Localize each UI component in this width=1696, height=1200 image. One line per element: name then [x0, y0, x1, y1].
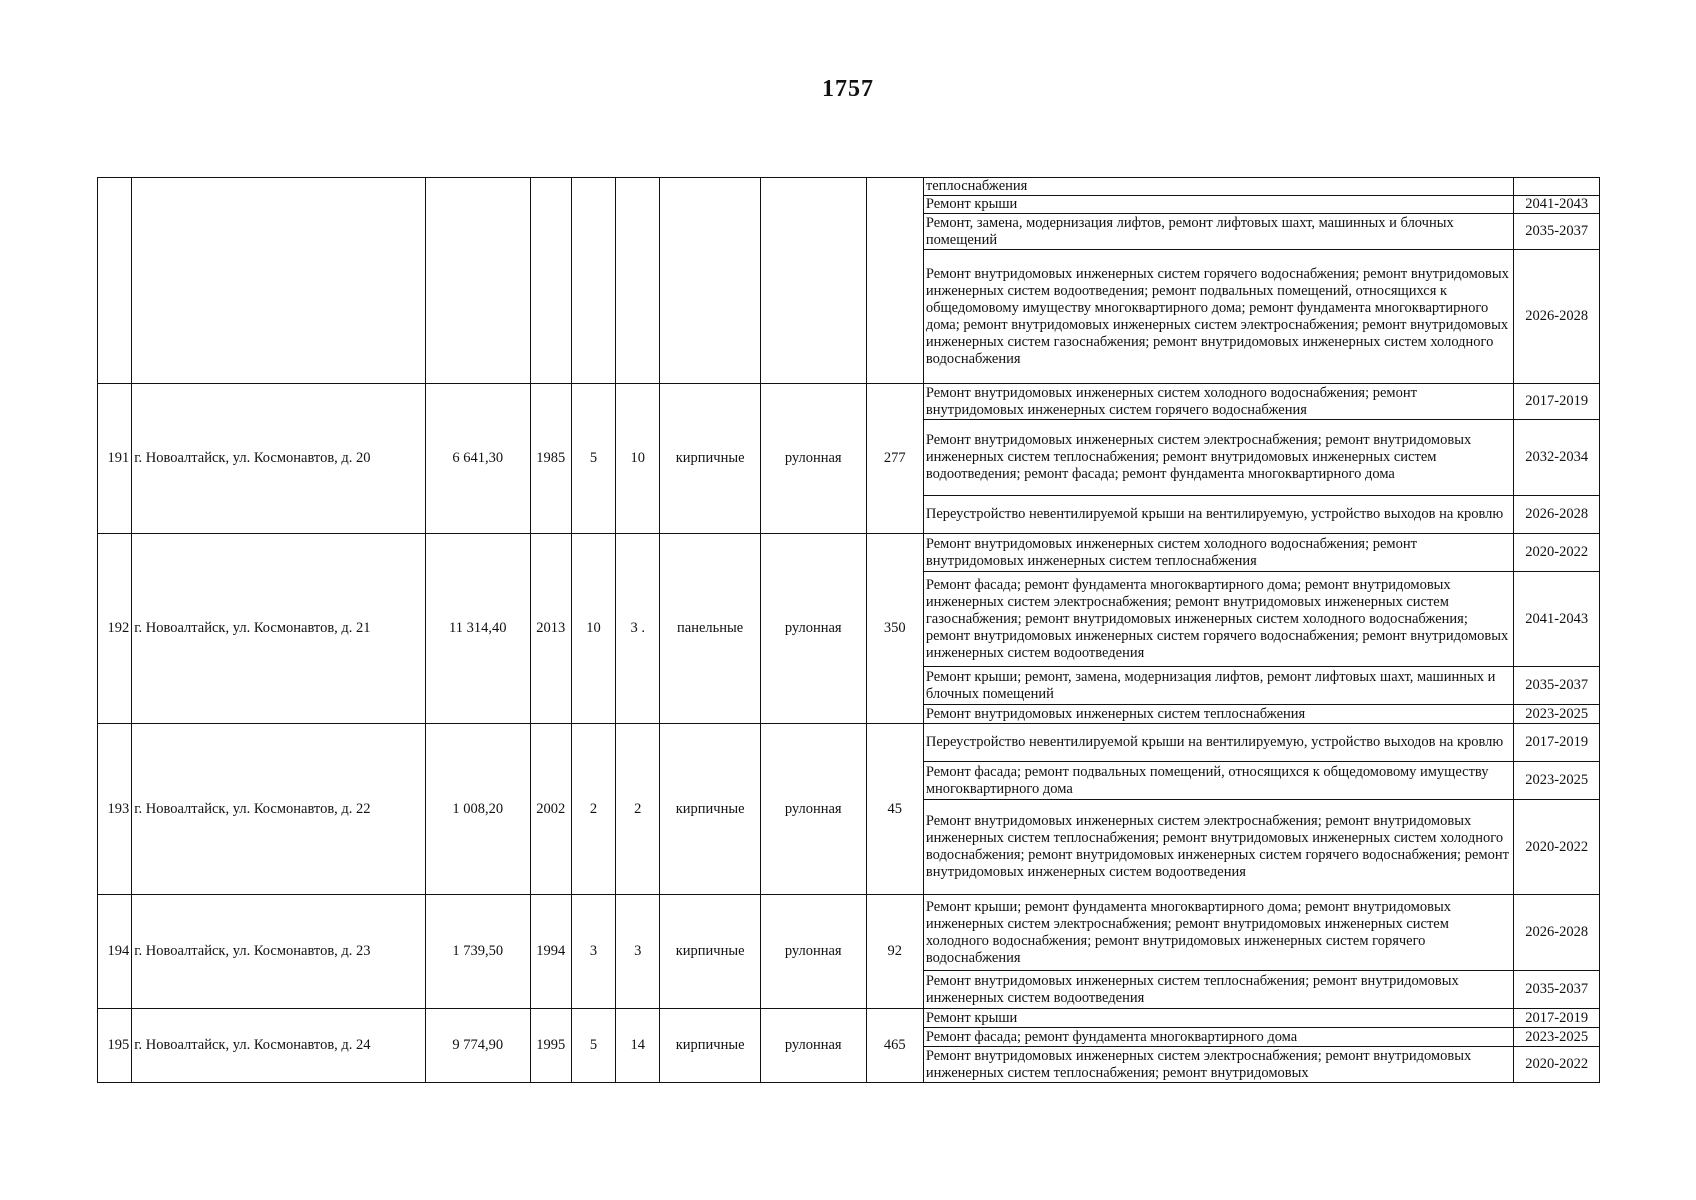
residents-cell: 350 — [866, 534, 923, 724]
roof-cell: рулонная — [760, 1009, 866, 1083]
work-cell: теплоснабжения — [923, 178, 1514, 196]
work-cell: Ремонт внутридомовых инженерных систем электроснабжения; ремонт внутридомовых инженерных систем теплоснабжения; ремонт внутридомовых инженерных систем водоотведения; ремонт фасада; ремонт фундамента многоквартирного дома — [923, 420, 1514, 496]
work-cell: Ремонт внутридомовых инженерных систем холодного водоснабжения; ремонт внутридомовых инженерных систем горячего водоснабжения — [923, 384, 1514, 420]
work-cell: Ремонт крыши; ремонт, замена, модернизация лифтов, ремонт лифтовых шахт, машинных и блочных помещений — [923, 667, 1514, 705]
period-cell: 2026-2028 — [1514, 496, 1600, 534]
roof-cell: рулонная — [760, 895, 866, 1009]
work-cell: Ремонт фасада; ремонт фундамента многоквартирного дома — [923, 1028, 1514, 1047]
period-cell: 2035-2037 — [1514, 214, 1600, 250]
walls-cell: кирпичные — [660, 895, 761, 1009]
area-cell — [425, 178, 530, 384]
table-row — [98, 384, 1600, 420]
work-cell: Ремонт внутридомовых инженерных систем теплоснабжения; ремонт внутридомовых инженерных систем водоотведения — [923, 971, 1514, 1009]
roof-cell — [760, 178, 866, 384]
period-cell: 2026-2028 — [1514, 250, 1600, 384]
roof-cell: рулонная — [760, 724, 866, 895]
roof-cell: рулонная — [760, 384, 866, 534]
work-cell: Ремонт фасада; ремонт подвальных помещений, относящихся к общедомовому имуществу многоквартирного дома — [923, 762, 1514, 800]
floors-cell: 2 — [571, 724, 615, 895]
entrances-cell: 3 . — [616, 534, 660, 724]
work-cell: Ремонт внутридомовых инженерных систем холодного водоснабжения; ремонт внутридомовых инженерных систем теплоснабжения — [923, 534, 1514, 572]
repair-schedule-table — [97, 177, 1600, 1083]
area-cell: 9 774,90 — [425, 1009, 530, 1083]
year-cell: 1994 — [530, 895, 571, 1009]
roof-cell: рулонная — [760, 534, 866, 724]
entrances-cell: 10 — [616, 384, 660, 534]
period-cell: 2020-2022 — [1514, 534, 1600, 572]
floors-cell — [571, 178, 615, 384]
period-cell: 2020-2022 — [1514, 800, 1600, 895]
entrances-cell — [616, 178, 660, 384]
period-cell: 2017-2019 — [1514, 1009, 1600, 1028]
year-cell: 2013 — [530, 534, 571, 724]
address-cell: г. Новоалтайск, ул. Космонавтов, д. 24 — [132, 1009, 426, 1083]
period-cell: 2032-2034 — [1514, 420, 1600, 496]
address-cell — [132, 178, 426, 384]
period-cell: 2023-2025 — [1514, 762, 1600, 800]
num-cell: 195 — [98, 1009, 132, 1083]
year-cell: 2002 — [530, 724, 571, 895]
work-cell: Переустройство невентилируемой крыши на вентилируемую, устройство выходов на кровлю — [923, 496, 1514, 534]
walls-cell: панельные — [660, 534, 761, 724]
work-cell: Ремонт, замена, модернизация лифтов, ремонт лифтовых шахт, машинных и блочных помещений — [923, 214, 1514, 250]
walls-cell: кирпичные — [660, 1009, 761, 1083]
work-cell: Ремонт внутридомовых инженерных систем электроснабжения; ремонт внутридомовых инженерных систем теплоснабжения; ремонт внутридомовых инженерных систем холодного водоснабжения; ремонт внутридомовых инженерных систем горячего водоснабжения; ремонт внутридомовых инженерных систем водоотведения — [923, 800, 1514, 895]
entrances-cell: 14 — [616, 1009, 660, 1083]
residents-cell — [866, 178, 923, 384]
entrances-cell: 2 — [616, 724, 660, 895]
walls-cell — [660, 178, 761, 384]
num-cell — [98, 178, 132, 384]
address-cell: г. Новоалтайск, ул. Космонавтов, д. 21 — [132, 534, 426, 724]
area-cell: 11 314,40 — [425, 534, 530, 724]
year-cell: 1995 — [530, 1009, 571, 1083]
work-cell: Ремонт внутридомовых инженерных систем горячего водоснабжения; ремонт внутридомовых инженерных систем водоотведения; ремонт подвальных помещений, относящихся к общедомовому имуществу многоквартирного дома; ремонт фундамента многоквартирного дома; ремонт внутридомовых инженерных систем электроснабжения; ремонт внутридомовых инженерных систем газоснабжения; ремонт внутридомовых инженерных систем холодного водоснабжения — [923, 250, 1514, 384]
num-cell: 191 — [98, 384, 132, 534]
residents-cell: 45 — [866, 724, 923, 895]
period-cell: 2023-2025 — [1514, 705, 1600, 724]
period-cell: 2020-2022 — [1514, 1047, 1600, 1083]
floors-cell: 3 — [571, 895, 615, 1009]
period-cell: 2026-2028 — [1514, 895, 1600, 971]
table-row — [98, 895, 1600, 971]
table-row — [98, 178, 1600, 196]
work-cell: Переустройство невентилируемой крыши на вентилируемую, устройство выходов на кровлю — [923, 724, 1514, 762]
num-cell: 194 — [98, 895, 132, 1009]
floors-cell: 10 — [571, 534, 615, 724]
walls-cell: кирпичные — [660, 384, 761, 534]
work-cell: Ремонт крыши — [923, 196, 1514, 214]
period-cell: 2017-2019 — [1514, 384, 1600, 420]
period-cell: 2041-2043 — [1514, 572, 1600, 667]
table-row — [98, 724, 1600, 762]
num-cell: 193 — [98, 724, 132, 895]
period-cell: 2035-2037 — [1514, 971, 1600, 1009]
residents-cell: 465 — [866, 1009, 923, 1083]
area-cell: 1 739,50 — [425, 895, 530, 1009]
address-cell: г. Новоалтайск, ул. Космонавтов, д. 20 — [132, 384, 426, 534]
walls-cell: кирпичные — [660, 724, 761, 895]
work-cell: Ремонт внутридомовых инженерных систем электроснабжения; ремонт внутридомовых инженерных систем теплоснабжения; ремонт внутридомовых — [923, 1047, 1514, 1083]
residents-cell: 277 — [866, 384, 923, 534]
period-cell: 2023-2025 — [1514, 1028, 1600, 1047]
period-cell: 2035-2037 — [1514, 667, 1600, 705]
table-row — [98, 1009, 1600, 1028]
address-cell: г. Новоалтайск, ул. Космонавтов, д. 23 — [132, 895, 426, 1009]
work-cell: Ремонт крыши — [923, 1009, 1514, 1028]
work-cell: Ремонт фасада; ремонт фундамента многоквартирного дома; ремонт внутридомовых инженерных систем электроснабжения; ремонт внутридомовых инженерных систем газоснабжения; ремонт внутридомовых инженерных систем холодного водоснабжения; ремонт внутридомовых инженерных систем горячего водоснабжения; ремонт внутридомовых инженерных систем водоотведения — [923, 572, 1514, 667]
period-cell: 2041-2043 — [1514, 196, 1600, 214]
year-cell — [530, 178, 571, 384]
year-cell: 1985 — [530, 384, 571, 534]
area-cell: 6 641,30 — [425, 384, 530, 534]
page-number: 1757 — [822, 76, 874, 102]
work-cell: Ремонт крыши; ремонт фундамента многоквартирного дома; ремонт внутридомовых инженерных систем электроснабжения; ремонт внутридомовых инженерных систем холодного водоснабжения; ремонт внутридомовых инженерных систем горячего водоснабжения — [923, 895, 1514, 971]
period-cell: 2017-2019 — [1514, 724, 1600, 762]
floors-cell: 5 — [571, 384, 615, 534]
period-cell — [1514, 178, 1600, 196]
num-cell: 192 — [98, 534, 132, 724]
residents-cell: 92 — [866, 895, 923, 1009]
entrances-cell: 3 — [616, 895, 660, 1009]
work-cell: Ремонт внутридомовых инженерных систем теплоснабжения — [923, 705, 1514, 724]
address-cell: г. Новоалтайск, ул. Космонавтов, д. 22 — [132, 724, 426, 895]
table-row — [98, 534, 1600, 572]
area-cell: 1 008,20 — [425, 724, 530, 895]
floors-cell: 5 — [571, 1009, 615, 1083]
